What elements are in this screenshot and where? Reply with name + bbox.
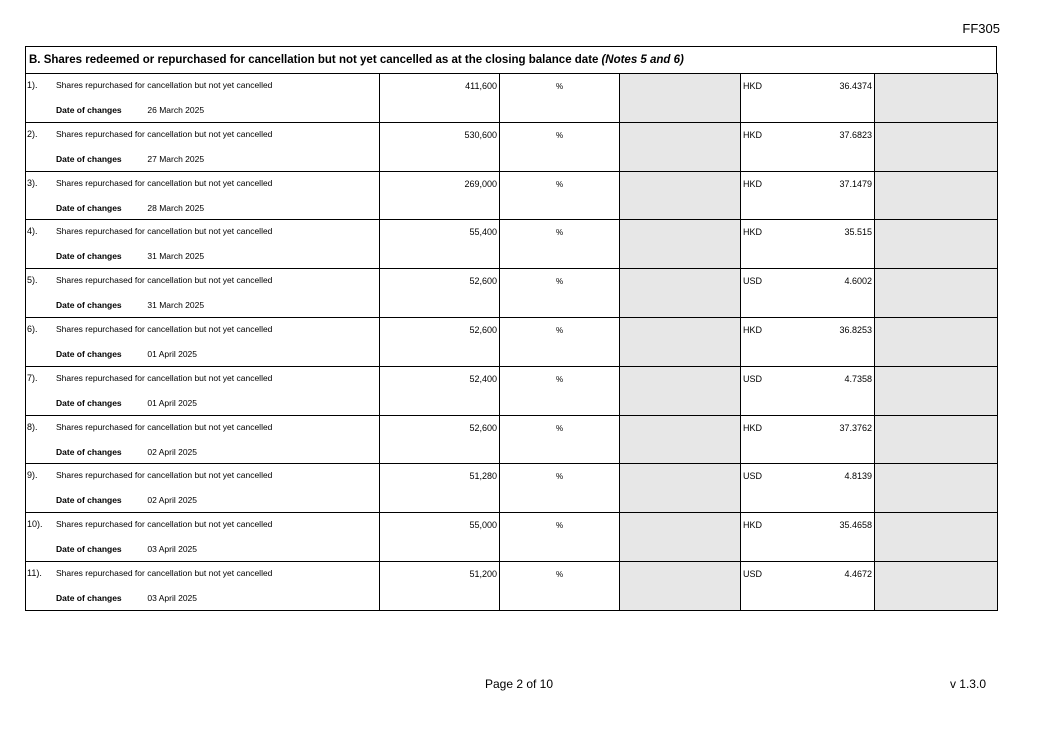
date-label: Date of changes — [56, 251, 122, 262]
quantity-cell: 51,280 — [380, 464, 500, 513]
row-description: Shares repurchased for cancellation but not yet cancelled — [56, 177, 273, 188]
row-number: 4). — [27, 226, 38, 237]
quantity-cell: 530,600 — [380, 122, 500, 171]
date-of-changes — [56, 544, 197, 554]
shaded-end-cell — [875, 464, 998, 513]
currency-code: USD — [743, 471, 763, 482]
date-value: 26 March 2025 — [147, 105, 205, 115]
percent-cell: % — [500, 464, 620, 513]
date-value: 01 April 2025 — [147, 397, 197, 408]
price-value: 35.4658 — [839, 520, 872, 531]
currency-code: HKD — [743, 422, 763, 433]
shaded-cell — [620, 317, 741, 366]
quantity-cell: 269,000 — [380, 171, 500, 220]
table-row — [26, 74, 998, 123]
date-of-changes — [56, 203, 204, 213]
table-row — [26, 415, 998, 464]
shaded-cell — [620, 366, 741, 415]
quantity-cell: 51,200 — [380, 561, 500, 610]
price-cell — [741, 464, 875, 513]
price-cell — [741, 74, 875, 123]
quantity-cell: 52,600 — [380, 317, 500, 366]
quantity-cell: 52,600 — [380, 415, 500, 464]
row-description: Shares repurchased for cancellation but not yet cancelled — [56, 372, 273, 383]
section-header — [25, 46, 997, 74]
date-label: Date of changes — [56, 544, 122, 555]
row-description: Shares repurchased for cancellation but not yet cancelled — [56, 226, 273, 237]
date-of-changes — [56, 300, 204, 310]
percent-cell: % — [500, 269, 620, 318]
description-cell — [26, 269, 380, 318]
price-value: 4.4672 — [844, 568, 872, 579]
table-row — [26, 220, 998, 269]
quantity-cell: 52,400 — [380, 366, 500, 415]
shaded-cell — [620, 171, 741, 220]
quantity-cell: 55,000 — [380, 513, 500, 562]
table-row — [26, 464, 998, 513]
price-value: 36.4374 — [839, 81, 872, 91]
date-label: Date of changes — [56, 397, 122, 408]
row-description: Shares repurchased for cancellation but not yet cancelled — [56, 275, 273, 286]
date-value: 03 April 2025 — [147, 592, 197, 603]
date-label: Date of changes — [56, 300, 122, 311]
date-label: Date of changes — [56, 105, 122, 115]
date-of-changes — [56, 495, 197, 505]
shaded-cell — [620, 122, 741, 171]
table-row — [26, 561, 998, 610]
percent-cell: % — [500, 74, 620, 123]
currency-code: USD — [743, 568, 763, 579]
date-label: Date of changes — [56, 446, 122, 457]
description-cell — [26, 464, 380, 513]
description-cell — [26, 74, 380, 123]
price-cell — [741, 415, 875, 464]
price-cell — [741, 513, 875, 562]
row-description: Shares repurchased for cancellation but not yet cancelled — [56, 323, 273, 334]
shaded-end-cell — [875, 513, 998, 562]
price-cell — [741, 171, 875, 220]
currency-code: HKD — [743, 178, 763, 189]
description-cell — [26, 366, 380, 415]
page-number: Page 2 of 10 — [484, 677, 554, 691]
description-cell — [26, 122, 380, 171]
percent-cell: % — [500, 366, 620, 415]
percent-cell: % — [500, 317, 620, 366]
row-number: 10). — [27, 519, 43, 530]
table-row — [26, 269, 998, 318]
price-value: 37.1479 — [839, 178, 872, 189]
currency-code: HKD — [743, 227, 763, 238]
table-body — [26, 74, 998, 611]
shaded-cell — [620, 415, 741, 464]
price-value: 36.8253 — [839, 324, 872, 335]
shaded-cell — [620, 74, 741, 123]
date-value: 27 March 2025 — [147, 153, 205, 164]
shaded-cell — [620, 561, 741, 610]
row-description: Shares repurchased for cancellation but not yet cancelled — [56, 567, 273, 578]
shaded-end-cell — [875, 366, 998, 415]
date-value: 02 April 2025 — [147, 446, 197, 457]
date-label: Date of changes — [56, 348, 122, 359]
table-row — [26, 513, 998, 562]
row-number: 5). — [27, 275, 38, 286]
currency-code: USD — [743, 276, 763, 287]
currency-code: USD — [743, 373, 763, 384]
price-value: 4.6002 — [844, 276, 872, 287]
shaded-cell — [620, 464, 741, 513]
date-label: Date of changes — [56, 202, 122, 213]
form-code: FF305 — [962, 21, 1000, 36]
currency-code: HKD — [743, 520, 763, 531]
shaded-cell — [620, 513, 741, 562]
table-row — [26, 171, 998, 220]
shaded-end-cell — [875, 122, 998, 171]
shaded-end-cell — [875, 220, 998, 269]
shaded-end-cell — [875, 171, 998, 220]
shaded-end-cell — [875, 317, 998, 366]
date-value: 28 March 2025 — [147, 202, 205, 213]
row-number: 2). — [27, 128, 38, 139]
date-of-changes — [56, 593, 197, 603]
price-value: 37.6823 — [839, 129, 872, 140]
date-label: Date of changes — [56, 592, 122, 603]
date-of-changes — [56, 447, 197, 457]
currency-code: HKD — [743, 81, 763, 91]
table-row — [26, 366, 998, 415]
percent-cell: % — [500, 561, 620, 610]
row-number: 7). — [27, 372, 38, 383]
shaded-cell — [620, 269, 741, 318]
row-description: Shares repurchased for cancellation but not yet cancelled — [56, 128, 273, 139]
table-row — [26, 122, 998, 171]
description-cell — [26, 513, 380, 562]
date-value: 31 March 2025 — [147, 300, 205, 311]
price-value: 4.8139 — [844, 471, 872, 482]
section-notes: (Notes 5 and 6) — [601, 54, 684, 66]
description-cell — [26, 317, 380, 366]
row-number: 8). — [27, 421, 38, 432]
description-cell — [26, 220, 380, 269]
table-row — [26, 317, 998, 366]
shaded-end-cell — [875, 269, 998, 318]
row-description: Shares repurchased for cancellation but not yet cancelled — [56, 80, 273, 90]
shaded-end-cell — [875, 561, 998, 610]
date-of-changes — [56, 154, 204, 164]
quantity-cell: 52,600 — [380, 269, 500, 318]
price-cell — [741, 122, 875, 171]
currency-code: HKD — [743, 324, 763, 335]
percent-cell: % — [500, 513, 620, 562]
row-description: Shares repurchased for cancellation but not yet cancelled — [56, 421, 273, 432]
section-b-table — [25, 46, 997, 611]
shaded-end-cell — [875, 74, 998, 123]
quantity-cell: 55,400 — [380, 220, 500, 269]
repurchase-table — [25, 73, 998, 611]
date-of-changes — [56, 349, 197, 359]
row-description: Shares repurchased for cancellation but not yet cancelled — [56, 470, 273, 481]
shaded-end-cell — [875, 415, 998, 464]
shaded-cell — [620, 220, 741, 269]
price-value: 37.3762 — [839, 422, 872, 433]
date-value: 01 April 2025 — [147, 348, 197, 359]
description-cell — [26, 561, 380, 610]
date-of-changes — [56, 398, 197, 408]
version-label: v 1.3.0 — [949, 677, 986, 691]
date-value: 31 March 2025 — [147, 251, 205, 262]
currency-code: HKD — [743, 129, 763, 140]
price-cell — [741, 561, 875, 610]
date-value: 03 April 2025 — [147, 544, 197, 555]
description-cell — [26, 415, 380, 464]
row-number: 3). — [27, 177, 38, 188]
row-number: 11). — [27, 567, 42, 578]
percent-cell: % — [500, 171, 620, 220]
price-cell — [741, 269, 875, 318]
price-value: 35.515 — [844, 227, 872, 238]
price-cell — [741, 317, 875, 366]
date-of-changes — [56, 251, 204, 261]
date-of-changes — [56, 105, 204, 115]
section-title: B. Shares redeemed or repurchased for cancellation but not yet cancelled as at the closing balance date — [29, 54, 599, 66]
price-value: 4.7358 — [844, 373, 872, 384]
row-number: 9). — [27, 470, 38, 481]
percent-cell: % — [500, 415, 620, 464]
row-number: 6). — [27, 323, 38, 334]
row-description: Shares repurchased for cancellation but not yet cancelled — [56, 519, 273, 530]
price-cell — [741, 220, 875, 269]
date-label: Date of changes — [56, 495, 122, 506]
percent-cell: % — [500, 220, 620, 269]
date-value: 02 April 2025 — [147, 495, 197, 506]
description-cell — [26, 171, 380, 220]
percent-cell: % — [500, 122, 620, 171]
date-label: Date of changes — [56, 153, 122, 164]
quantity-cell: 411,600 — [380, 74, 500, 123]
price-cell — [741, 366, 875, 415]
row-number: 1). — [27, 80, 38, 90]
